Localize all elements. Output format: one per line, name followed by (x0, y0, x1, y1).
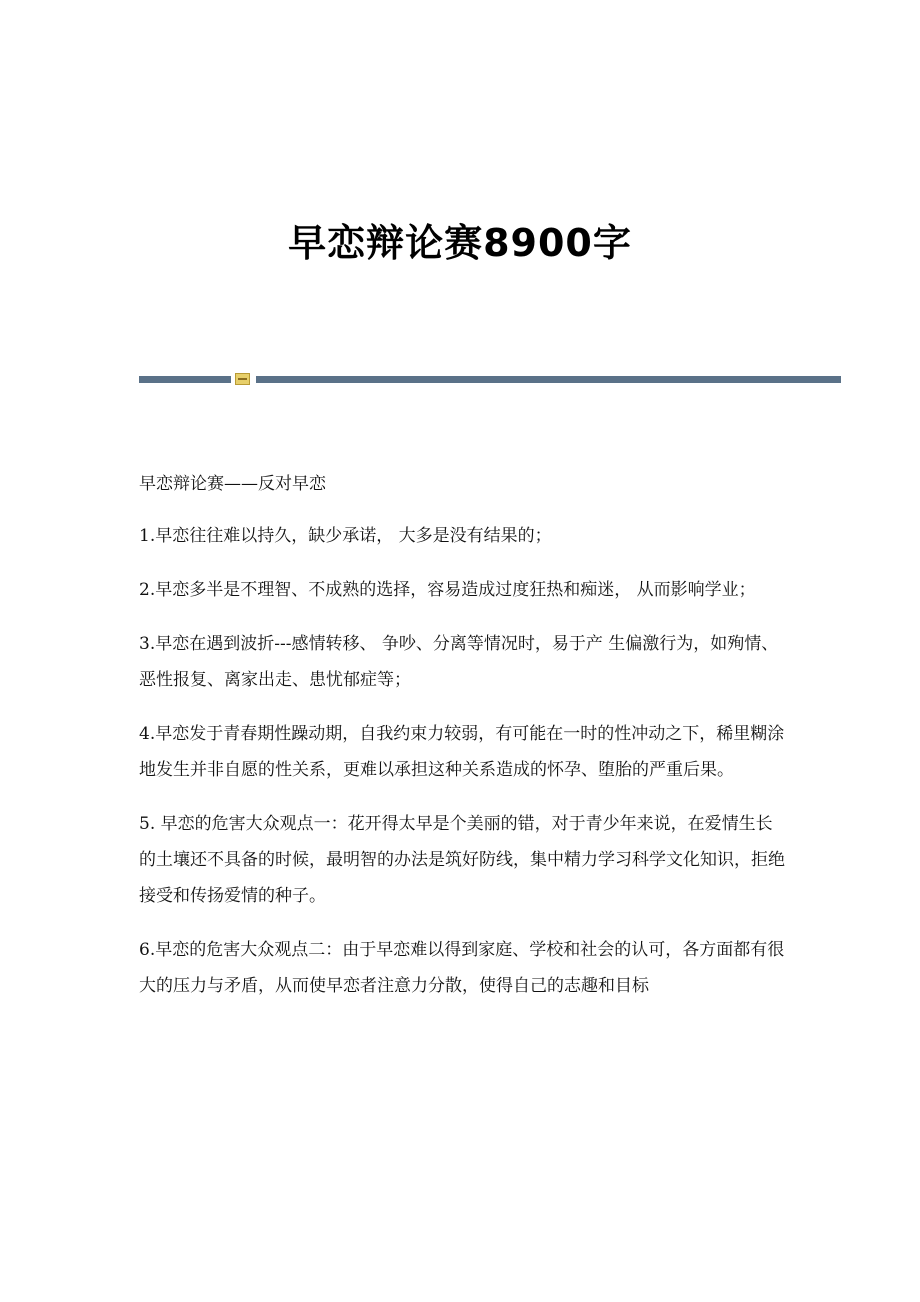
decorative-divider (139, 373, 841, 385)
document-title: 早恋辩论赛8900字 (288, 221, 632, 265)
paragraph-3: 3.早恋在遇到波折---感情转移、 争吵、分离等情况时，易于产 生偏激行为，如殉情、恶性报复、离家出走、患忧郁症等； (139, 634, 779, 690)
paragraph-4: 4.早恋发于青春期性躁动期，自我约束力较弱，有可能在一时的性冲动之下，稀里糊涂地发生并非自愿的性关系，更难以承担这种关系造成的怀孕、堕胎的严重后果。 (139, 724, 785, 780)
paragraph-2: 2.早恋多半是不理智、不成熟的选择，容易造成过度狂热和痴迷， 从而影响学业； (139, 580, 756, 600)
divider-bar-left (139, 376, 231, 383)
paragraph-1: 1.早恋往往难以持久，缺少承诺， 大多是没有结果的； (139, 526, 552, 546)
document-subtitle: 早恋辩论赛——反对早恋 (139, 474, 326, 494)
divider-bar-right (256, 376, 841, 383)
paragraph-5: 5. 早恋的危害大众观点一：花开得太早是个美丽的错，对于青少年来说，在爱情生长的土壤还不具备的时候，最明智的办法是筑好防线，集中精力学习科学文化知识，拒绝接受和传扬爱情的种子。 (139, 814, 785, 906)
divider-emblem-icon (235, 373, 250, 385)
document-body (139, 466, 789, 1022)
paragraph-6: 6.早恋的危害大众观点二：由于早恋难以得到家庭、学校和社会的认可，各方面都有很大的压力与矛盾，从而使早恋者注意力分散，使得自己的志趣和目标 (139, 940, 785, 996)
